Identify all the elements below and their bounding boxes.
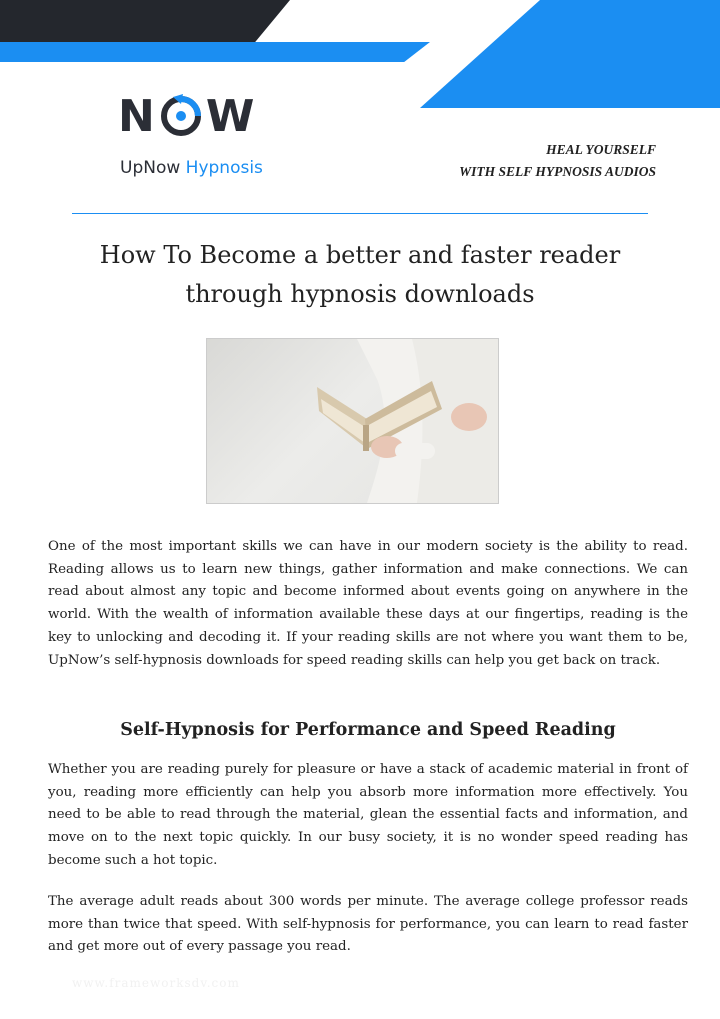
header-blue-band	[0, 42, 430, 62]
power-icon	[159, 94, 203, 138]
paragraph-intro: One of the most important skills we can have in our modern society is the ability to read. Reading allows us to learn new things, gather information and make connections. We can read about almost any topic and become informed about events going on anywhere in the world. With the wealth of information available these days at our fingertips, reading is the key to unlocking and decoding it. If your reading skills are not where you want them to be, UpNow’s self-hypnosis downloads for speed reading skills can help you get back on track.	[48, 539, 688, 668]
logo-subtitle	[120, 158, 263, 178]
tagline-line-1: HEAL YOURSELF	[546, 142, 656, 157]
upnow-logo[interactable]	[118, 92, 308, 182]
reading-book-photo	[207, 339, 498, 503]
logo-sub-accent: Hypnosis	[185, 158, 263, 178]
paragraph-average-reader: The average adult reads about 300 words per minute. The average college professor reads more than twice that speed. With self-hypnosis for performance, you can learn to read faster and get more out of every passage you read.	[48, 894, 688, 955]
article-title-line-1: How To Become a better and faster reader	[99, 241, 621, 269]
header-dark-band	[0, 0, 290, 42]
logo-letter-n: N	[118, 90, 156, 142]
footer-watermark: www.frameworksdv.com	[72, 976, 240, 990]
logo-sub-main: UpNow	[120, 158, 181, 178]
logo-letter-w: W	[205, 90, 256, 142]
article-title	[60, 236, 660, 314]
header-blue-corner	[420, 0, 720, 108]
header-divider	[72, 213, 648, 214]
tagline	[459, 139, 656, 183]
tagline-line-2: WITH SELF HYPNOSIS AUDIOS	[459, 164, 656, 179]
article-title-line-2: through hypnosis downloads	[185, 280, 535, 308]
logo-wordmark	[118, 92, 255, 140]
paragraph-performance: Whether you are reading purely for pleasure or have a stack of academic material in front of you, reading more efficiently can help you absorb more information more effectively. You need to be able to read through the material, glean the essential facts and information, and move on to the next topic quickly. In our busy society, it is no wonder speed reading has become such a hot topic.	[48, 762, 688, 868]
section-heading: Self-Hypnosis for Performance and Speed Reading	[120, 720, 616, 740]
